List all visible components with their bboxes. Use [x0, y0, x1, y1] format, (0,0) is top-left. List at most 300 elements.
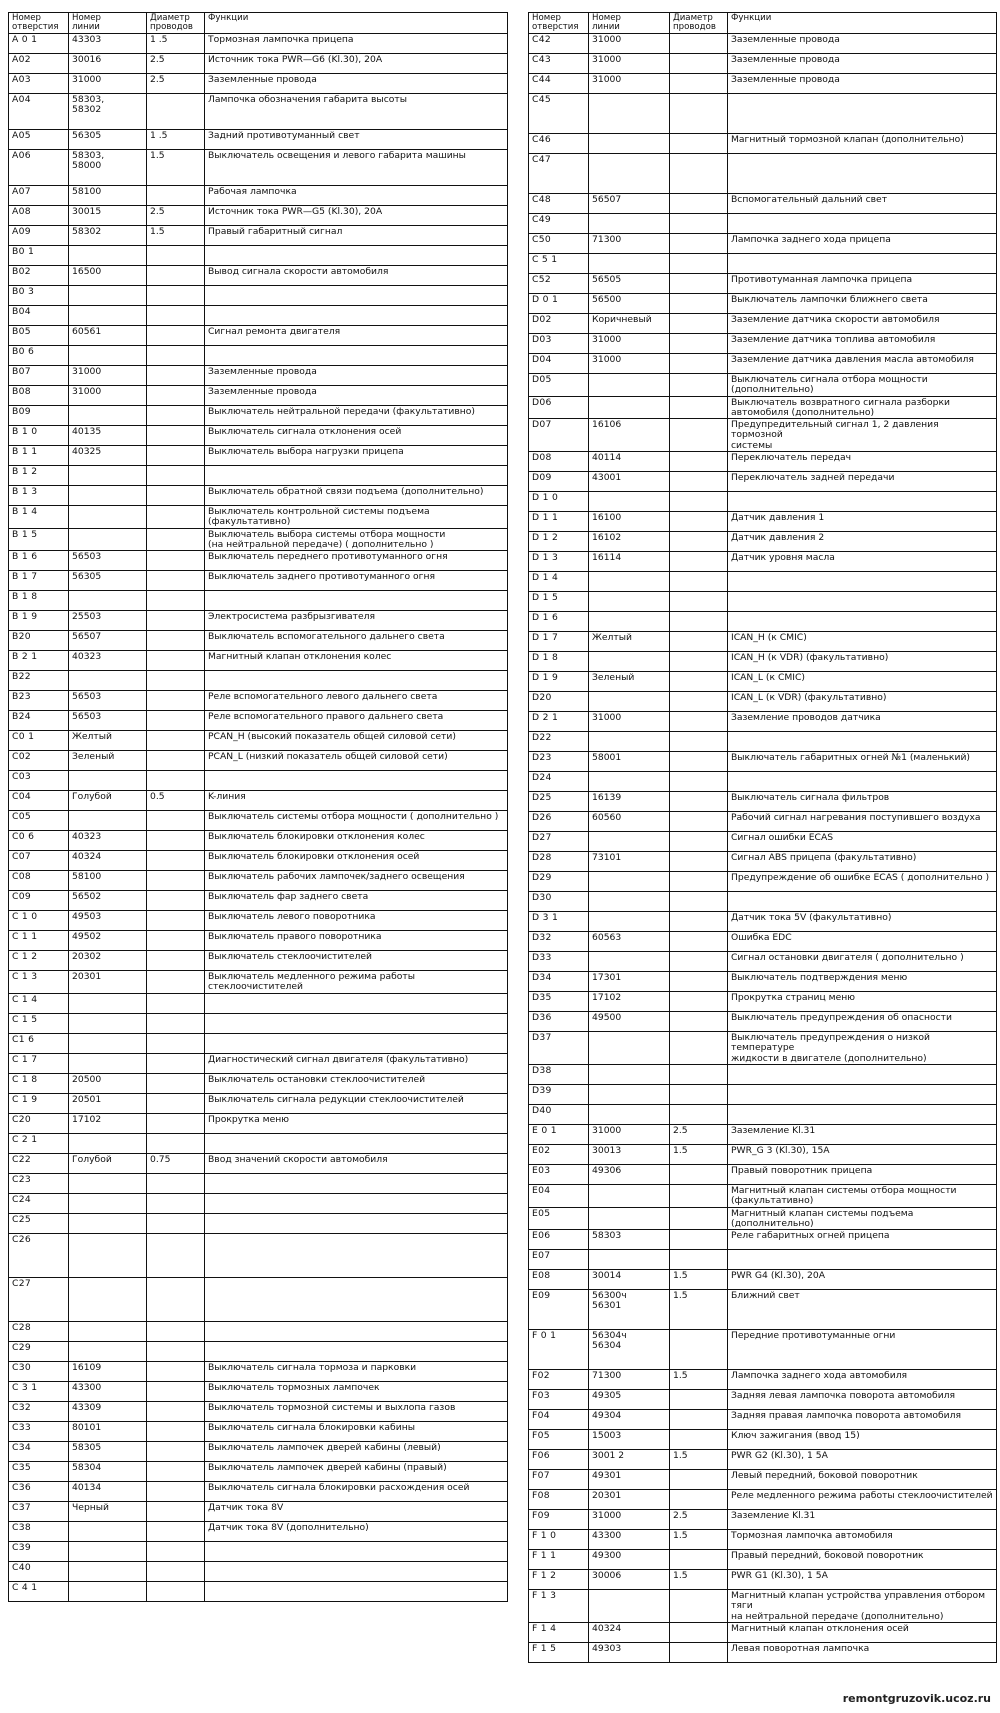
cell-function [728, 592, 997, 612]
cell-diameter [670, 1623, 728, 1643]
cell-hole: C28 [9, 1321, 69, 1341]
table-row-f09 [529, 1510, 997, 1530]
table-row-f14 [529, 1623, 997, 1643]
table-row-a06 [9, 150, 508, 186]
cell-diameter [147, 931, 205, 951]
cell-function: Лампочка заднего хода автомобиля [728, 1370, 997, 1390]
cell-function: Заземление Kl.31 [728, 1510, 997, 1530]
cell-line [589, 94, 670, 134]
cell-diameter: 1.5 [670, 1270, 728, 1290]
cell-line [589, 692, 670, 712]
cell-function [205, 1541, 508, 1561]
cell-line: 60561 [69, 326, 147, 346]
cell-line: 49500 [589, 1012, 670, 1032]
cell-hole: C26 [9, 1233, 69, 1277]
table-row-c11 [9, 931, 508, 951]
cell-diameter: 1.5 [147, 150, 205, 186]
cell-diameter [147, 486, 205, 506]
cell-hole: C42 [529, 34, 589, 54]
cell-diameter: 1.5 [670, 1290, 728, 1330]
cell-line [589, 1590, 670, 1623]
cell-diameter [670, 294, 728, 314]
cell-function: Передние противотуманные огни [728, 1330, 997, 1370]
table-row-c19 [9, 1093, 508, 1113]
table-row-e01 [529, 1124, 997, 1144]
cell-function: Сигнал ошибки ECAS [728, 832, 997, 852]
cell-hole: F 1 1 [529, 1550, 589, 1570]
cell-diameter [670, 1084, 728, 1104]
cell-function: Реле вспомогательного правого дальнего света [205, 711, 508, 731]
table-header [529, 13, 997, 34]
cell-hole: C 1 0 [9, 911, 69, 931]
table-row-d29 [529, 872, 997, 892]
cell-function: Выключатель сигнала отбора мощности (дополнительно) [728, 374, 997, 397]
cell-hole: C20 [9, 1113, 69, 1133]
cell-hole: D39 [529, 1084, 589, 1104]
cell-function: Выключатель сигнала тормоза и парковки [205, 1361, 508, 1381]
cell-hole: D07 [529, 419, 589, 452]
table-row-c47 [529, 154, 997, 194]
cell-diameter [147, 1361, 205, 1381]
table-row-d27 [529, 832, 997, 852]
table-row-e04 [529, 1184, 997, 1207]
table-row-b21 [9, 651, 508, 671]
table-row-d31 [529, 912, 997, 932]
cell-function: Переключатель передач [728, 452, 997, 472]
table-row-c52 [529, 274, 997, 294]
cell-hole: D22 [529, 732, 589, 752]
table-row-c24 [9, 1193, 508, 1213]
cell-line: 56304ч 56304 [589, 1330, 670, 1370]
cell-diameter: 1.5 [670, 1144, 728, 1164]
cell-line [69, 811, 147, 831]
table-row-d22 [529, 732, 997, 752]
cell-line: 58304 [69, 1461, 147, 1481]
table-row-c13 [9, 971, 508, 994]
cell-line: 56507 [589, 194, 670, 214]
cell-line [589, 396, 670, 419]
cell-line: 31000 [69, 386, 147, 406]
cell-function [728, 892, 997, 912]
cell-diameter [147, 1053, 205, 1073]
cell-line: 71300 [589, 234, 670, 254]
cell-line: 30015 [69, 206, 147, 226]
cell-function [728, 214, 997, 234]
cell-function: Выключатель правого поворотника [205, 931, 508, 951]
cell-line: 40323 [69, 651, 147, 671]
cell-hole: D 1 3 [529, 552, 589, 572]
cell-function [205, 1321, 508, 1341]
table-row-d03 [529, 334, 997, 354]
table-row-e03 [529, 1164, 997, 1184]
cell-line: 56300ч 56301 [589, 1290, 670, 1330]
cell-function: Лампочка обозначения габарита высоты [205, 94, 508, 130]
cell-hole: F05 [529, 1430, 589, 1450]
cell-line: 40324 [589, 1623, 670, 1643]
cell-line: 31000 [69, 366, 147, 386]
cell-hole: C48 [529, 194, 589, 214]
table-row-b19 [9, 611, 508, 631]
cell-hole: C04 [9, 791, 69, 811]
cell-line [69, 346, 147, 366]
table-row-b11 [9, 446, 508, 466]
cell-line [69, 406, 147, 426]
table-row-c31 [9, 1381, 508, 1401]
cell-diameter [670, 314, 728, 334]
cell-line [589, 1032, 670, 1065]
table-row-a05 [9, 130, 508, 150]
cell-function [205, 1581, 508, 1601]
table-row-f10 [529, 1530, 997, 1550]
table-row-b15 [9, 528, 508, 551]
cell-hole: C 1 3 [9, 971, 69, 994]
cell-hole: D27 [529, 832, 589, 852]
table-row-d01 [529, 294, 997, 314]
cell-diameter [670, 912, 728, 932]
cell-diameter [670, 932, 728, 952]
table-row-b03 [9, 286, 508, 306]
cell-hole: B 2 1 [9, 651, 69, 671]
cell-hole: B0 6 [9, 346, 69, 366]
table-row-c33 [9, 1421, 508, 1441]
cell-diameter [147, 386, 205, 406]
cell-diameter [147, 1561, 205, 1581]
cell-diameter [670, 712, 728, 732]
cell-line: 25503 [69, 611, 147, 631]
table-row-b09 [9, 406, 508, 426]
table-row-c48 [529, 194, 997, 214]
cell-diameter [670, 1032, 728, 1065]
cell-diameter: 1.5 [670, 1570, 728, 1590]
cell-function: Задний противотуманный свет [205, 130, 508, 150]
cell-hole: A 0 1 [9, 34, 69, 54]
cell-diameter [147, 751, 205, 771]
table-row-f11 [529, 1550, 997, 1570]
cell-line: 58100 [69, 186, 147, 206]
cell-hole: C 1 7 [9, 1053, 69, 1073]
table-row-e06 [529, 1230, 997, 1250]
cell-hole: E 0 1 [529, 1124, 589, 1144]
cell-diameter [670, 512, 728, 532]
cell-diameter [670, 812, 728, 832]
cell-hole: B 1 8 [9, 591, 69, 611]
cell-line: 17102 [69, 1113, 147, 1133]
table-row-c35 [9, 1461, 508, 1481]
cell-hole: F 1 0 [529, 1530, 589, 1550]
cell-hole: C33 [9, 1421, 69, 1441]
cell-line [69, 486, 147, 506]
cell-line: 30016 [69, 54, 147, 74]
cell-function [728, 772, 997, 792]
cell-diameter [670, 1550, 728, 1570]
table-row-d39 [529, 1084, 997, 1104]
table-row-d17 [529, 632, 997, 652]
cell-function: Заземленные провода [728, 54, 997, 74]
cell-diameter [670, 74, 728, 94]
cell-hole: B24 [9, 711, 69, 731]
cell-function [205, 1341, 508, 1361]
cell-diameter [147, 1213, 205, 1233]
cell-hole: E08 [529, 1270, 589, 1290]
table-row-b12 [9, 466, 508, 486]
cell-function: Противотуманная лампочка прицепа [728, 274, 997, 294]
cell-diameter [670, 1390, 728, 1410]
cell-hole: F 1 2 [529, 1570, 589, 1590]
table-row-c44 [529, 74, 997, 94]
table-row-c36 [9, 1481, 508, 1501]
cell-hole: A02 [9, 54, 69, 74]
cell-diameter: 0.75 [147, 1153, 205, 1173]
cell-function: Выключатель габаритных огней №1 (маленький) [728, 752, 997, 772]
cell-function [205, 1013, 508, 1033]
cell-function: Правый поворотник прицепа [728, 1164, 997, 1184]
table-row-f15 [529, 1643, 997, 1663]
table-row-d24 [529, 772, 997, 792]
cell-diameter [147, 851, 205, 871]
cell-hole: D29 [529, 872, 589, 892]
cell-function: Выключатель лампочек дверей кабины (правый) [205, 1461, 508, 1481]
table-row-c05 [9, 811, 508, 831]
table-row-d08 [529, 452, 997, 472]
cell-diameter [670, 492, 728, 512]
cell-function: PCAN_L (низкий показатель общей силовой сети) [205, 751, 508, 771]
cell-hole: E04 [529, 1184, 589, 1207]
cell-diameter: 1.5 [670, 1370, 728, 1390]
cell-line: 56305 [69, 130, 147, 150]
header-function: Функции [205, 13, 508, 34]
cell-function [205, 286, 508, 306]
cell-hole: C0 1 [9, 731, 69, 751]
cell-hole: D 1 0 [529, 492, 589, 512]
table-row-b10 [9, 426, 508, 446]
cell-line: 20301 [69, 971, 147, 994]
cell-diameter [147, 771, 205, 791]
cell-function: Левый передний, боковой поворотник [728, 1470, 997, 1490]
table-row-c22 [9, 1153, 508, 1173]
cell-diameter: 2.5 [670, 1124, 728, 1144]
cell-diameter [670, 354, 728, 374]
cell-diameter [670, 592, 728, 612]
cell-hole: D26 [529, 812, 589, 832]
cell-diameter [147, 426, 205, 446]
table-row-c45 [529, 94, 997, 134]
cell-line: 30006 [589, 1570, 670, 1590]
table-row-a08 [9, 206, 508, 226]
cell-hole: B 1 4 [9, 506, 69, 529]
table-row-c07 [9, 851, 508, 871]
cell-line [589, 612, 670, 632]
cell-line: 43300 [69, 1381, 147, 1401]
cell-line: 20501 [69, 1093, 147, 1113]
cell-line [69, 1561, 147, 1581]
table-row-c18 [9, 1073, 508, 1093]
table-row-c39 [9, 1541, 508, 1561]
cell-hole: D28 [529, 852, 589, 872]
cell-hole: D 2 1 [529, 712, 589, 732]
cell-line: 40134 [69, 1481, 147, 1501]
cell-function [205, 1133, 508, 1153]
cell-diameter [670, 419, 728, 452]
cell-hole: D06 [529, 396, 589, 419]
cell-diameter [670, 672, 728, 692]
cell-diameter: 1 .5 [147, 34, 205, 54]
table-row-d09 [529, 472, 997, 492]
cell-diameter [670, 1184, 728, 1207]
cell-line [69, 1521, 147, 1541]
cell-hole: B05 [9, 326, 69, 346]
cell-function: Правый передний, боковой поворотник [728, 1550, 997, 1570]
site-watermark: remontgruzovik.ucoz.ru [840, 1692, 994, 1705]
cell-diameter [670, 692, 728, 712]
cell-function: Датчик давления 2 [728, 532, 997, 552]
cell-hole: C02 [9, 751, 69, 771]
table-row-d18 [529, 652, 997, 672]
cell-diameter [670, 1250, 728, 1270]
cell-function: ICAN_L (к VDR) (факультативно) [728, 692, 997, 712]
cell-diameter [147, 993, 205, 1013]
cell-function: Реле вспомогательного левого дальнего света [205, 691, 508, 711]
cell-line: Зеленый [69, 751, 147, 771]
cell-hole: C30 [9, 1361, 69, 1381]
table-row-d34 [529, 972, 997, 992]
cell-function [205, 993, 508, 1013]
cell-diameter [147, 266, 205, 286]
cell-function: Тормозная лампочка автомобиля [728, 1530, 997, 1550]
table-row-b16 [9, 551, 508, 571]
cell-diameter [670, 892, 728, 912]
cell-function [205, 1213, 508, 1233]
cell-line: 20302 [69, 951, 147, 971]
cell-hole: F 1 5 [529, 1643, 589, 1663]
cell-function [205, 771, 508, 791]
table-row-c01 [9, 731, 508, 751]
cell-hole: C0 6 [9, 831, 69, 851]
cell-line [589, 154, 670, 194]
table-row-b23 [9, 691, 508, 711]
cell-diameter [670, 952, 728, 972]
cell-line [69, 506, 147, 529]
cell-function: Электросистема разбрызгивателя [205, 611, 508, 631]
table-row-c23 [9, 1173, 508, 1193]
cell-diameter [147, 611, 205, 631]
cell-line [69, 1341, 147, 1361]
cell-hole: B20 [9, 631, 69, 651]
cell-hole: D38 [529, 1064, 589, 1084]
cell-function [205, 466, 508, 486]
cell-function: Выключатель выбора нагрузки прицепа [205, 446, 508, 466]
cell-diameter [670, 452, 728, 472]
cell-diameter [670, 1430, 728, 1450]
cell-function: Вспомогательный дальний свет [728, 194, 997, 214]
cell-hole: F07 [529, 1470, 589, 1490]
table-row-f01 [529, 1330, 997, 1370]
cell-line: 31000 [589, 354, 670, 374]
table-row-d36 [529, 1012, 997, 1032]
cell-hole: C 1 4 [9, 993, 69, 1013]
table-row-c38 [9, 1521, 508, 1541]
table-row-d23 [529, 752, 997, 772]
cell-diameter [147, 1013, 205, 1033]
table-row-b13 [9, 486, 508, 506]
cell-hole: C46 [529, 134, 589, 154]
cell-hole: C36 [9, 1481, 69, 1501]
cell-line: 49305 [589, 1390, 670, 1410]
cell-diameter [147, 326, 205, 346]
cell-diameter [670, 1064, 728, 1084]
cell-diameter [147, 406, 205, 426]
cell-line [69, 1581, 147, 1601]
cell-function [205, 346, 508, 366]
cell-function: Выключатель блокировки отклонения осей [205, 851, 508, 871]
cell-function: Заземление датчика топлива автомобиля [728, 334, 997, 354]
cell-line [589, 912, 670, 932]
cell-function: Ввод значений скорости автомобиля [205, 1153, 508, 1173]
table-row-d40 [529, 1104, 997, 1124]
cell-line [589, 1104, 670, 1124]
cell-line: 16109 [69, 1361, 147, 1381]
cell-line [69, 286, 147, 306]
cell-diameter [147, 246, 205, 266]
cell-diameter [147, 94, 205, 130]
cell-hole: E03 [529, 1164, 589, 1184]
cell-line [589, 1064, 670, 1084]
table-row-f08 [529, 1490, 997, 1510]
table-row-a09 [9, 226, 508, 246]
cell-diameter: 1.5 [670, 1450, 728, 1470]
cell-line: 16139 [589, 792, 670, 812]
cell-hole: C44 [529, 74, 589, 94]
cell-diameter [147, 571, 205, 591]
cell-line: Голубой [69, 1153, 147, 1173]
table-row-b08 [9, 386, 508, 406]
cell-line: Зеленый [589, 672, 670, 692]
cell-line: 40114 [589, 452, 670, 472]
cell-hole: D04 [529, 354, 589, 374]
table-row-c17 [9, 1053, 508, 1073]
cell-diameter [670, 334, 728, 354]
cell-function [728, 254, 997, 274]
cell-line: 56500 [589, 294, 670, 314]
cell-function: Выключатель лампочек дверей кабины (левый) [205, 1441, 508, 1461]
cell-diameter [670, 872, 728, 892]
table-row-a04 [9, 94, 508, 130]
cell-diameter [147, 1541, 205, 1561]
cell-hole: D36 [529, 1012, 589, 1032]
cell-diameter [147, 691, 205, 711]
cell-line: 49503 [69, 911, 147, 931]
cell-line [69, 1213, 147, 1233]
cell-function: Заземленные провода [728, 34, 997, 54]
cell-function [205, 671, 508, 691]
cell-diameter [147, 1341, 205, 1361]
cell-function: Реле медленного режима работы стеклоочистителей [728, 1490, 997, 1510]
table-row-e07 [529, 1250, 997, 1270]
cell-line: 56502 [69, 891, 147, 911]
cell-function: Выключатель системы отбора мощности ( дополнительно ) [205, 811, 508, 831]
header-diameter: Диаметр проводов [147, 13, 205, 34]
cell-function: Тормозная лампочка прицепа [205, 34, 508, 54]
cell-hole: E02 [529, 1144, 589, 1164]
cell-diameter [670, 532, 728, 552]
cell-line: 49301 [589, 1470, 670, 1490]
cell-hole: B04 [9, 306, 69, 326]
cell-diameter [147, 1381, 205, 1401]
cell-function: Левая поворотная лампочка [728, 1643, 997, 1663]
cell-hole: C38 [9, 1521, 69, 1541]
cell-hole: C34 [9, 1441, 69, 1461]
cell-line: 58100 [69, 871, 147, 891]
cell-hole: C 1 2 [9, 951, 69, 971]
